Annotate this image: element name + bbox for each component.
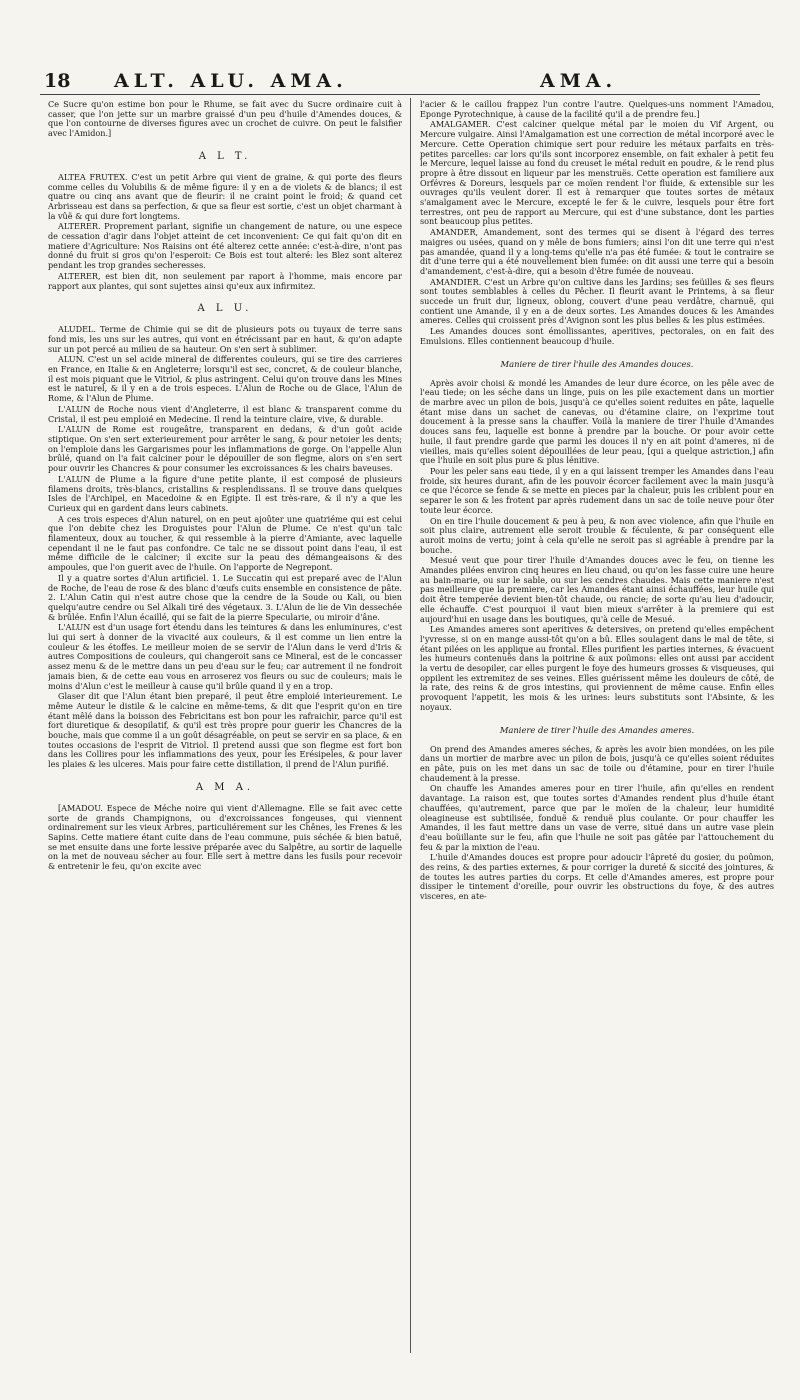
entry-paragraph: On prend des Amandes ameres séches, & après les avoir bien mondées, on les pile dans un mortier de marbre avec un pilon de bois, jusqu'à ce qu'elles soient réduites en pâte, puis on les met dans un sac de toile ou d'étamine, pour en tirer l'huile chaudement à la presse. <box>420 743 774 783</box>
entry-paragraph: On chauffe les Amandes ameres pour en tirer l'huile, afin qu'elles en rendent davantage. La raison est, que toutes sortes d'Amandes rendent plus d'huile étant chauffées, qu'autrement, parce que par le moïen de la chaleur, leur humidité oleagineuse est subtilisée, fonduë & renduë plus coulante. Or pour chauffer les Amandes, il les faut mettre dans un vase de verre, situé dans un autre vase plein d'eau boüillante sur le feu, afin que l'huile ne soit pas gâtée par l'attouchement du feu & par la mixtion de l'eau. <box>420 783 774 852</box>
page-number: 18 <box>44 70 71 92</box>
header-rule <box>40 94 760 95</box>
entry-paragraph: ALUDEL. Terme de Chimie qui se dit de plusieurs pots ou tuyaux de terre sans fond mis, les uns sur les autres, qui vont en étrécissant par en haut, & qu'on adapte sur un pot percé au milieu de sa hauteur. On s'en sert à sublimer. <box>48 324 402 354</box>
entry-paragraph: AMANDER, Amandement, sont des termes qui se disent à l'égard des terres maigres ou usées, quand on y mêle de bons fumiers; ainsi l'on dit une terre qui n'est pas amandée, quand il y a long-tems qu'elle n'a pas été fumée: & tout le contraire se dit d'une terre qui a été nouvellement bien fumée: on dit aussi une terre qui a besoin d'amandement, c'est-à-dire, qui a besoin d'être fumée de nouveau. <box>420 227 774 276</box>
column-divider <box>410 98 411 1353</box>
entry-paragraph: L'ALUN de Roche nous vient d'Angleterre, il est blanc & transparent comme du Cristal, il est peu emploié en Medecine. Il rend la teinture claire, vive, & durable. <box>48 403 402 424</box>
section-heading: A L T. <box>198 150 252 162</box>
entry-paragraph: AMANDIER. C'est un Arbre qu'on cultive dans les Jardins; ses feüilles & ses fleurs sont toutes semblables à celles du Pêcher. Il fleurit avant le Printems, à sa fleur succede un fruit dur, ligneux, oblong, couvert d'une peau verdâtre, charnuë, qui contient une Amande, il y en a de deux sortes. Les Amandes douces & les Amandes ameres. Celles qui croissent près d'Avignon sont les plus belles & les plus estimées. <box>420 276 774 326</box>
entry-paragraph: AMALGAMER. C'est calciner quelque métal par le moien du Vif Argent, ou Mercure vulgaire. Ainsi l'Amalgamation est une correction de métal incorporé avec le Mercure. Cette Operation chimique sert pour reduire les métaux parfaits en très-petites parcelles: car lors qu'ils sont incorporez ensemble, on fait exhaler à petit feu le Mercure, lequel laisse au fond du creuset le métal reduit en poudre, & le rend plus propre à être dissout en liqueur par les menstruës. Cette operation est familiere aux Orfévres & Doreurs, lesquels par ce moïen rendent l'or fluide, & extensible sur les ouvrages qu'ils veulent dorer. Il est à remarquer que toutes sortes de métaux s'amalgament avec le Mercure, excepté le fer & le cuivre, lesquels pour être fort terrestres, ont peu de rapport au Mercure, qui est d'une substance, dont les parties sont beaucoup plus petites. <box>420 119 774 227</box>
left-running-head: ALT. ALU. AMA. <box>114 70 348 92</box>
entry-paragraph: A ces trois especes d'Alun naturel, on en peut ajoûter une quatriéme qui est celui que l'on debite chez les Droguistes pour l'Alun de Plume. Ce n'est qu'un talc filamenteux, doux au toucher, & qui ressemble à la pierre d'Amiante, avec laquelle cependant il ne le faut pas confondre. Ce talc ne se dissout point dans l'eau, il est même difficile de le calciner; il excite sur la peau des démangeaisons & des ampoules, que l'on guerit avec de l'huile. On l'apporte de Negrepont. <box>48 513 402 573</box>
entry-paragraph: L'huile d'Amandes douces est propre pour adoucir l'âpreté du gosier, du poûmon, des reins, & des parties externes, & pour corriger la dureté & siccité des jointures, & de toutes les autres parties du corps. Et celle d'Amandes ameres, est propre pour dissiper le tintement d'oreille, pour ouvrir les obstructions du foye, & des autres visceres, en ate- <box>420 852 774 902</box>
entry-paragraph: L'ALUN de Plume a la figure d'une petite plante, il est composé de plusieurs filamens droits, très-blancs, cristallins & resplendissans. Il se trouve dans quelques Isles de l'Archipel, en Macedoine & en Egipte. Il est très-rare, & il n'y a que les Curieux qui en gardent dans leurs cabinets. <box>48 473 402 513</box>
left-column <box>48 100 402 1350</box>
entry-paragraph: ALTERER. Proprement parlant, signifie un changement de nature, ou une espece de cessation d'agir dans l'objet atteint de cet inconvenient: Ce qui fait qu'on dit en matiere d'Agriculture: Nos Raisins ont été alterez cette année: c'est-à-dire, n'ont pas donné du fruit si gros qu'on l'esperoit: Ce Bois est tout alteré: les Blez sont alterez pendant les trop grandes secheresses. <box>48 221 402 271</box>
right-column <box>420 100 774 1350</box>
section-heading: A M A. <box>195 781 255 793</box>
entry-paragraph: L'ALUN de Rome est rougeâtre, transparent en dedans, & d'un goût acide stiptique. On s'en sert exterieurement pour arrêter le sang, & pour netoier les dents; on l'emploie dans les Gargarismes pour les inflammations de gorge. On l'appelle Alun brûlé, quand on l'a fait calciner pour le dépouiller de son flegme, alors on s'en sert pour ouvrir les Chancres & pour consumer les excroissances & les chairs baveuses. <box>48 424 402 474</box>
entry-paragraph: Ce Sucre qu'on estime bon pour le Rhume, se fait avec du Sucre ordinaire cuit à casser, que l'on jette sur un marbre graissé d'un peu d'huile d'Amendes douces, & que l'on contourne de diverses figures avec un crochet de cuivre. On peut le falsifier avec l'Amidon.] <box>48 100 402 139</box>
entry-paragraph: ALTERER, est bien dit, non seulement par raport à l'homme, mais encore par rapport aux plantes, qui sont sujettes ainsi qu'eux aux infirmitez. <box>48 270 402 291</box>
entry-paragraph: Mesué veut que pour tirer l'huile d'Amandes douces avec le feu, on tienne les Amandes pilées environ cinq heures en lieu chaud, ou qu'on les fasse cuire une heure au bain-marie, ou sur le sable, ou sur les cendres chaudes. Mais cette maniere n'est pas meilleure que la premiere, car les Amandes étant ainsi échauffées, leur huile qui doit être temperée devient bien-tôt chaude, ou rancie; de sorte qu'au lieu d'adoucir, elle échauffe. C'est pourquoi il vaut bien mieux s'arrêter à la premiere qui est aujourd'hui en usage dans les boutiques, qu'à celle de Mesué. <box>420 555 774 624</box>
entry-paragraph: ALTEA FRUTEX. C'est un petit Arbre qui vient de graine, & qui porte des fleurs comme celles du Volubilis & de même figure: il y en a de violets & de blancs; il est quatre ou cinq ans avant que de fleurir: il ne craint point le froid; & quand cet Arbrisseau est dans sa perfection, & que sa fleur est sortie, c'est un objet charmant à la vûë & qui dure fort longtems. <box>48 171 402 221</box>
entry-paragraph: On en tire l'huile doucement & peu à peu, & non avec violence, afin que l'huile en soit plus claire, autrement elle seroit trouble & féculente, & par conséquent elle auroit moins de vertu; joint à cela qu'elle ne seroit pas si agréable à prendre par la bouche. <box>420 515 774 555</box>
entry-paragraph: Les Amandes douces sont émollissantes, aperitives, pectorales, on en fait des Emulsions. Elles contiennent beaucoup d'huile. <box>420 326 774 346</box>
entry-paragraph: L'ALUN est d'un usage fort étendu dans les teintures & dans les enluminures, c'est lui qui sert à donner de la vivacité aux couleurs, & il est comme un lien entre la couleur & les étoffes. Le meilleur moien de se servir de l'Alun dans le verd d'Iris & autres Compositions de couleurs, qui changeroit sans ce Mineral, est de le concasser assez menu & de le mettre dans un peu d'eau sur le feu; car autrement il ne fondroit jamais bien, & de cette eau vous en arroserez vos fleurs ou suc de couleurs; mais le moins d'Alun c'est le meilleur à cause qu'il brûle quand il y en a trop. <box>48 622 402 691</box>
entry-paragraph: ALUN. C'est un sel acide mineral de differentes couleurs, qui se tire des carrieres en France, en Italie & en Angleterre; lorsqu'il est sec, concret, & de couleur blanche, il est mois piquant que le Vitriol, & plus astringent. Celui qu'on trouve dans les Mines est le naturel, & il y en a de trois especes. L'Alun de Roche ou de Glace, l'Alun de Rome, & l'Alun de Plume. <box>48 354 402 404</box>
section-heading: A L U. <box>197 303 253 315</box>
entry-paragraph: Les Amandes ameres sont aperitives & detersives, on pretend qu'elles empêchent l'yvresse, si on en mange aussi-tôt qu'on a bû. Elles soulagent dans le mal de tête, si étant pilées on les applique au frontal. Elles purifient les parties internes, & évacuent les humeurs contenuës dans la poitrine & aux poûmons: elles ont aussi par accident la vertu de desopiler, car elles purgent le foye des humeurs grosses & visqueuses, qui oppilent les extremitez de ses veines. Elles guérissent même les douleurs de côté, de la rate, des reins & de gros intestins, qui proviennent de même cause. Enfin elles provoquent l'appetit, les mois & les urines: leurs substituts sont l'Absinte, & les noyaux. <box>420 624 774 712</box>
entry-paragraph: Il y a quatre sortes d'Alun artificiel. 1. Le Succatin qui est preparé avec de l'Alun de Roche, de l'eau de rose & des blanc d'œufs cuits ensemble en consistence de pâte. 2. L'Alun Catin qui n'est autre chose que la cendre de la Soude ou Kali, ou bien quelqu'autre cendre ou Sel Alkali tiré des végetaux. 3. L'Alun de lie de Vin dessechée & brûlée. Enfin l'Alun écaillé, qui se fait de la pierre Specularie, ou miroir d'âne. <box>48 572 402 622</box>
entry-paragraph: Pour les peler sans eau tiede, il y en a qui laissent tremper les Amandes dans l'eau froide, six heures durant, afin de les pouvoir écorcer facilement avec la main jusqu'à ce que l'écorce se fende & se mette en pieces par la chaleur, puis les criblent pour en separer le son & les frotent par après rudement dans un sac de toile neuve pour ôter toute leur écorce. <box>420 465 774 515</box>
entry-paragraph: Après avoir choisi & mondé les Amandes de leur dure écorce, on les pêle avec de l'eau tiede; on les séche dans un linge, puis on les pile exactement dans un mortier de marbre avec un pilon de bois, jusqu'à ce qu'elles soient reduites en pâte, laquelle étant mise dans un sachet de canevas, ou d'étamine claire, on l'exprime tout doucement à la presse sans la chauffer. Voilà la maniere de tirer l'huile d'Amandes douces sans feu, laquelle est bonne à prendre par la bouche. Or pour avoir cette huile, il faut prendre garde que parmi les douces il n'y en ait point d'ameres, ni de vieilles, mais qu'elles soient dépouillées de leur peau, [qui a quelque astriction,] afin que l'huile en soit plus pure & plus lénitive. <box>420 377 774 466</box>
entry-paragraph: l'acier & le caillou frappez l'un contre l'autre. Quelques-uns nomment l'Amadou, Eponge Pyrotechnique, à cause de la facilité qu'il a de prendre feu.] <box>420 100 774 119</box>
subsection-heading: Maniere de tirer l'huile des Amandes ameres. <box>499 724 695 735</box>
subsection-heading: Maniere de tirer l'huile des Amandes douces. <box>500 358 694 369</box>
entry-paragraph: [AMADOU. Espece de Méche noire qui vient d'Allemagne. Elle se fait avec cette sorte de grands Champignons, ou d'excroissances fongeuses, qui viennent ordinairement sur les vieux Arbres, particuliérement sur les Chênes, les Frenes & les Sapins. Cette matiere étant cuite dans de l'eau commune, puis séchée & bien batuë, se met ensuite dans une forte lessive préparée avec du Salpêtre, au sortir de laquelle on la met de nouveau sécher au four. Elle sert à mettre dans les fusils pour recevoir & entretenir le feu, qu'on excite avec <box>48 802 402 872</box>
right-running-head: AMA. <box>540 70 618 92</box>
entry-paragraph: Glaser dit que l'Alun étant bien preparé, il peut être emploié interieurement. Le même Auteur le distile & le calcine en même-tems, & dit que l'esprit qu'on en tire étant mêlé dans la boisson des Febricitans est bon pour les rafraichir, parce qu'il est fort diuretique & desopilatif, & qu'il est très propre pour guerir les Chancres de la bouche, mais que comme il a un goût désagréable, on peut se servir en sa place, & en toutes occasions de l'esprit de Vitriol. Il pretend aussi que son flegme est fort bon dans les Collires pour les inflammations des yeux, pour les Erésipeles, & pour laver les plaies & les ulceres. Mais pour faire cette distillation, il prend de l'Alun purifié. <box>48 691 402 770</box>
